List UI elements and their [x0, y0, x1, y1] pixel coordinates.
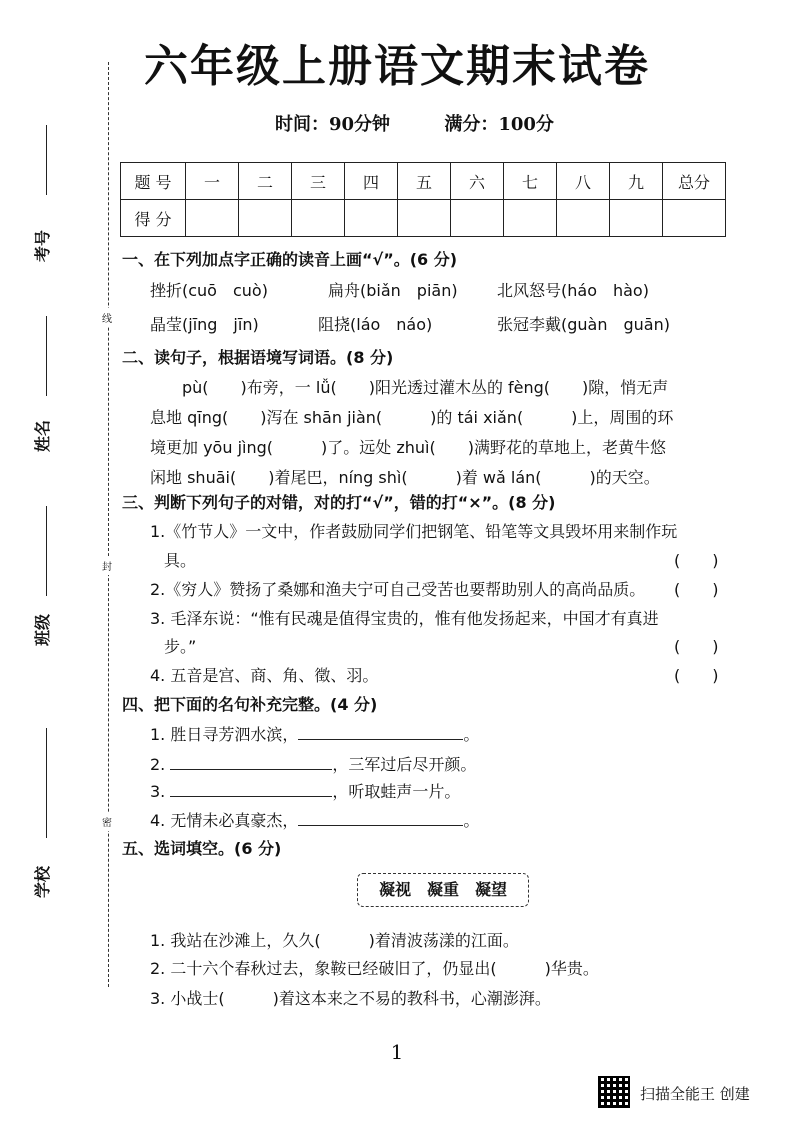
pinyin-item: 张冠李戴(guàn guān) [497, 315, 670, 334]
score-cell[interactable] [239, 200, 292, 237]
fill-question-2: 2. 二十六个春秋过去，象鞍已经破旧了，仍显出( )华贵。 [150, 959, 599, 978]
answer-blank[interactable] [298, 811, 463, 826]
section-3-heading: 三、判断下列句子的对错，对的打“√”，错的打“×”。(8 分) [122, 493, 556, 512]
scanner-watermark: 扫描全能王 创建 [640, 1085, 750, 1103]
header-cell: 题 号 [121, 163, 186, 200]
pinyin-item: 晶莹(jīng jīn) [150, 315, 259, 334]
exam-info [275, 110, 602, 136]
judge-question-3-cont: 步。” [164, 637, 197, 656]
pinyin-item: 北风怒号(háo hào) [497, 281, 649, 300]
passage-line: 息地 qīng( )泻在 shān jiàn( )的 tái xiǎn( )上，周围的环 [150, 408, 674, 427]
verse-text: 2. [150, 755, 171, 774]
verse-question-4 [150, 808, 479, 831]
section-5-heading: 五、选词填空。(6 分) [122, 839, 282, 858]
page-title: 六年级上册语文期末试卷 [144, 41, 650, 92]
score-cell[interactable] [345, 200, 398, 237]
answer-blank[interactable] [170, 782, 332, 797]
cut-line [108, 62, 109, 987]
judge-question-1: 1.《竹节人》一文中，作者鼓励同学们把钢笔、铅笔等文具毁坏用来制作玩 [150, 522, 678, 541]
verse-text: 3. [150, 782, 171, 801]
answer-parentheses[interactable]: ( ) [674, 551, 719, 570]
section-1-heading: 一、在下列加点字正确的读音上画“√”。(6 分) [122, 250, 458, 269]
header-cell: 九 [610, 163, 663, 200]
class-line [46, 506, 47, 596]
header-cell: 七 [504, 163, 557, 200]
header-cell: 一 [186, 163, 239, 200]
judge-question-3: 3. 毛泽东说：“惟有民魂是值得宝贵的，惟有他发扬起来，中国才有真进 [150, 609, 659, 628]
verse-end: 。 [463, 725, 480, 744]
cut-char-line: 线 [102, 308, 112, 327]
score-cell[interactable] [504, 200, 557, 237]
full-score: 满分：100分 [444, 114, 554, 135]
header-cell: 四 [345, 163, 398, 200]
answer-parentheses[interactable]: ( ) [674, 580, 719, 599]
score-table-score-row [121, 200, 726, 237]
verse-question-1 [150, 722, 479, 745]
score-cell[interactable] [398, 200, 451, 237]
verse-question-2 [150, 752, 476, 775]
header-cell: 六 [451, 163, 504, 200]
judge-question-1-cont: 具。 [164, 551, 197, 570]
pinyin-item: 阻挠(láo náo) [318, 315, 433, 334]
score-row-label: 得 分 [121, 200, 186, 237]
word-choice-box: 凝视 凝重 凝望 [357, 873, 529, 907]
exam-no-line [46, 125, 47, 195]
answer-parentheses[interactable]: ( ) [674, 666, 719, 685]
name-line [46, 316, 47, 396]
header-cell: 二 [239, 163, 292, 200]
score-cell[interactable] [186, 200, 239, 237]
pinyin-item: 扁舟(biǎn piān) [328, 281, 458, 300]
verse-text: 4. 无情未必真豪杰， [150, 811, 299, 830]
score-cell[interactable] [451, 200, 504, 237]
fill-question-3: 3. 小战士( )着这本来之不易的教科书，心潮澎湃。 [150, 989, 551, 1008]
qr-code-icon [598, 1076, 630, 1108]
exam-no-label: 考号 [33, 229, 52, 262]
name-label: 姓名 [33, 419, 52, 452]
passage-line: 闲地 shuāi( )着尾巴，níng shì( )着 wǎ lán( )的天空。 [150, 468, 660, 487]
answer-blank[interactable] [170, 755, 332, 770]
exam-time: 时间：90分钟 [275, 114, 391, 135]
score-cell[interactable] [610, 200, 663, 237]
pinyin-item: 挫折(cuō cuò) [150, 281, 268, 300]
answer-blank[interactable] [298, 725, 463, 740]
score-table [120, 162, 726, 237]
cut-char-seal: 封 [102, 556, 112, 575]
score-table-header-row [121, 163, 726, 200]
verse-end: ，三军过后尽开颜。 [332, 755, 477, 774]
header-cell: 总分 [663, 163, 726, 200]
verse-end: 。 [463, 811, 480, 830]
section-4-heading: 四、把下面的名句补充完整。(4 分) [122, 695, 378, 714]
judge-question-2: 2.《穷人》赞扬了桑娜和渔夫宁可自己受苦也要帮助别人的高尚品质。 [150, 580, 646, 599]
verse-end: ，听取蛙声一片。 [332, 782, 461, 801]
passage-line: pù( )布旁，一 lǚ( )阳光透过灌木丛的 fèng( )隙，悄无声 [150, 378, 669, 397]
verse-text: 1. 胜日寻芳泗水滨， [150, 725, 299, 744]
fill-question-1: 1. 我站在沙滩上，久久( )着清波荡漾的江面。 [150, 931, 519, 950]
verse-question-3 [150, 779, 460, 802]
class-label: 班级 [33, 613, 52, 646]
section-2-heading: 二、读句子，根据语境写词语。(8 分) [122, 348, 394, 367]
page-number: 1 [390, 1040, 404, 1064]
school-line [46, 728, 47, 838]
score-cell[interactable] [557, 200, 610, 237]
judge-question-4: 4. 五音是宫、商、角、徵、羽。 [150, 666, 379, 685]
header-cell: 五 [398, 163, 451, 200]
school-label: 学校 [33, 865, 52, 898]
score-cell[interactable] [292, 200, 345, 237]
score-cell[interactable] [663, 200, 726, 237]
cut-char-secret: 密 [102, 812, 112, 831]
header-cell: 八 [557, 163, 610, 200]
passage-line: 境更加 yōu jìng( )了。远处 zhuì( )满野花的草地上，老黄牛悠 [150, 438, 666, 457]
answer-parentheses[interactable]: ( ) [674, 637, 719, 656]
header-cell: 三 [292, 163, 345, 200]
